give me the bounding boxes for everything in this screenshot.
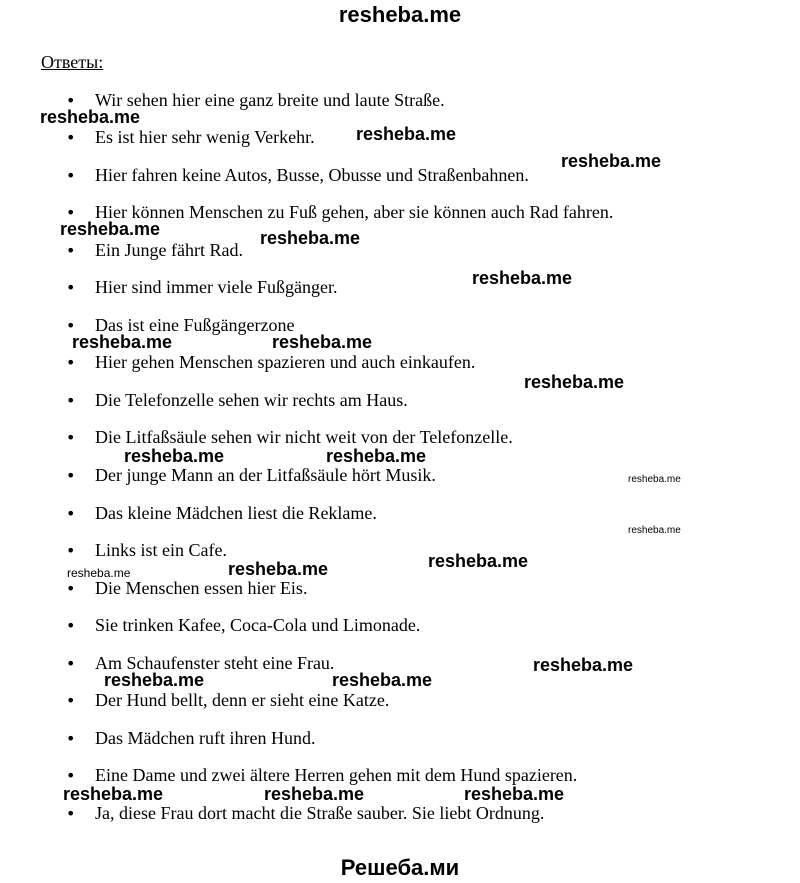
watermark: resheba.me: [533, 655, 634, 675]
bullet-icon: •: [66, 541, 76, 560]
bullet-icon: •: [66, 91, 76, 110]
answer-text: Am Schaufenster steht eine Frau.: [95, 653, 335, 673]
answer-item: [66, 164, 529, 187]
answer-text: Der junge Mann an der Litfaßsäule hört Musik.: [95, 465, 436, 485]
watermark: resheba.me: [264, 784, 365, 804]
watermark: resheba.me: [104, 670, 205, 690]
answer-item: [66, 614, 420, 637]
bullet-icon: •: [66, 616, 76, 635]
bullet-icon: •: [66, 128, 76, 147]
answer-text: Das kleine Mädchen liest die Reklame.: [95, 503, 377, 523]
watermark: resheba.me: [63, 784, 164, 804]
answer-item: [66, 239, 243, 262]
watermark: resheba.me: [524, 372, 625, 392]
bullet-icon: •: [66, 654, 76, 673]
watermark: resheba.me: [428, 551, 529, 571]
watermark: resheba.me: [332, 670, 433, 690]
answer-item: [66, 802, 544, 825]
answer-text: Wir sehen hier eine ganz breite und laute Straße.: [95, 90, 445, 110]
watermark: resheba.me: [464, 784, 565, 804]
watermark: resheba.me: [228, 559, 329, 579]
bullet-icon: •: [66, 391, 76, 410]
answer-text: Die Litfaßsäule sehen wir nicht weit von der Telefonzelle.: [95, 427, 513, 447]
answer-item: [66, 539, 227, 562]
bullet-icon: •: [66, 766, 76, 785]
answer-text: Links ist ein Cafe.: [95, 540, 227, 560]
answer-text: Der Hund bellt, denn er sieht eine Katze.: [95, 690, 390, 710]
answer-text: Hier können Menschen zu Fuß gehen, aber sie können auch Rad fahren.: [95, 202, 614, 222]
answer-item: [66, 126, 315, 149]
bullet-icon: •: [66, 729, 76, 748]
answer-text: Sie trinken Kafee, Coca-Cola und Limonade.: [95, 615, 421, 635]
answer-text: Das ist eine Fußgängerzone: [95, 315, 295, 335]
watermark: resheba.me: [124, 446, 225, 466]
bullet-icon: •: [66, 691, 76, 710]
bullet-icon: •: [66, 353, 76, 372]
watermark: resheba.me: [628, 474, 681, 485]
answer-text: Ja, diese Frau dort macht die Straße sauber. Sie liebt Ordnung.: [95, 803, 545, 823]
answer-text: Eine Dame und zwei ältere Herren gehen mit dem Hund spazieren.: [95, 765, 578, 785]
site-footer-title: Решеба.ми: [340, 855, 460, 880]
answer-item: [66, 727, 315, 750]
answer-item: [66, 502, 377, 525]
watermark: resheba.me: [260, 228, 361, 248]
bullet-icon: •: [66, 203, 76, 222]
answer-text: Die Menschen essen hier Eis.: [95, 578, 308, 598]
answer-item: [66, 464, 436, 487]
answer-item: [66, 351, 475, 374]
answers-heading: Ответы:: [41, 52, 104, 72]
answer-item: [66, 276, 337, 299]
watermark: resheba.me: [326, 446, 427, 466]
bullet-icon: •: [66, 278, 76, 297]
watermark: resheba.me: [67, 566, 131, 580]
bullet-icon: •: [66, 428, 76, 447]
bullet-icon: •: [66, 504, 76, 523]
watermark: resheba.me: [561, 151, 662, 171]
watermark: resheba.me: [628, 525, 681, 536]
watermark: resheba.me: [40, 107, 141, 127]
bullet-icon: •: [66, 316, 76, 335]
bullet-icon: •: [66, 466, 76, 485]
bullet-icon: •: [66, 166, 76, 185]
site-header-title: resheba.me: [338, 2, 462, 27]
watermark: resheba.me: [472, 268, 573, 288]
answer-item: [66, 389, 408, 412]
watermark: resheba.me: [356, 124, 457, 144]
watermark: resheba.me: [60, 219, 161, 239]
answer-text: Hier gehen Menschen spazieren und auch einkaufen.: [95, 352, 476, 372]
bullet-icon: •: [66, 579, 76, 598]
answer-text: Das Mädchen ruft ihren Hund.: [95, 728, 316, 748]
answer-text: Hier sind immer viele Fußgänger.: [95, 277, 338, 297]
answer-text: Hier fahren keine Autos, Busse, Obusse und Straßenbahnen.: [95, 165, 529, 185]
watermark: resheba.me: [272, 332, 373, 352]
answer-item: [66, 577, 307, 600]
answer-text: Die Telefonzelle sehen wir rechts am Haus.: [95, 390, 408, 410]
answer-text: Es ist hier sehr wenig Verkehr.: [95, 127, 315, 147]
watermark: resheba.me: [72, 332, 173, 352]
bullet-icon: •: [66, 241, 76, 260]
bullet-icon: •: [66, 804, 76, 823]
answer-item: [66, 689, 389, 712]
answer-text: Ein Junge fährt Rad.: [95, 240, 243, 260]
